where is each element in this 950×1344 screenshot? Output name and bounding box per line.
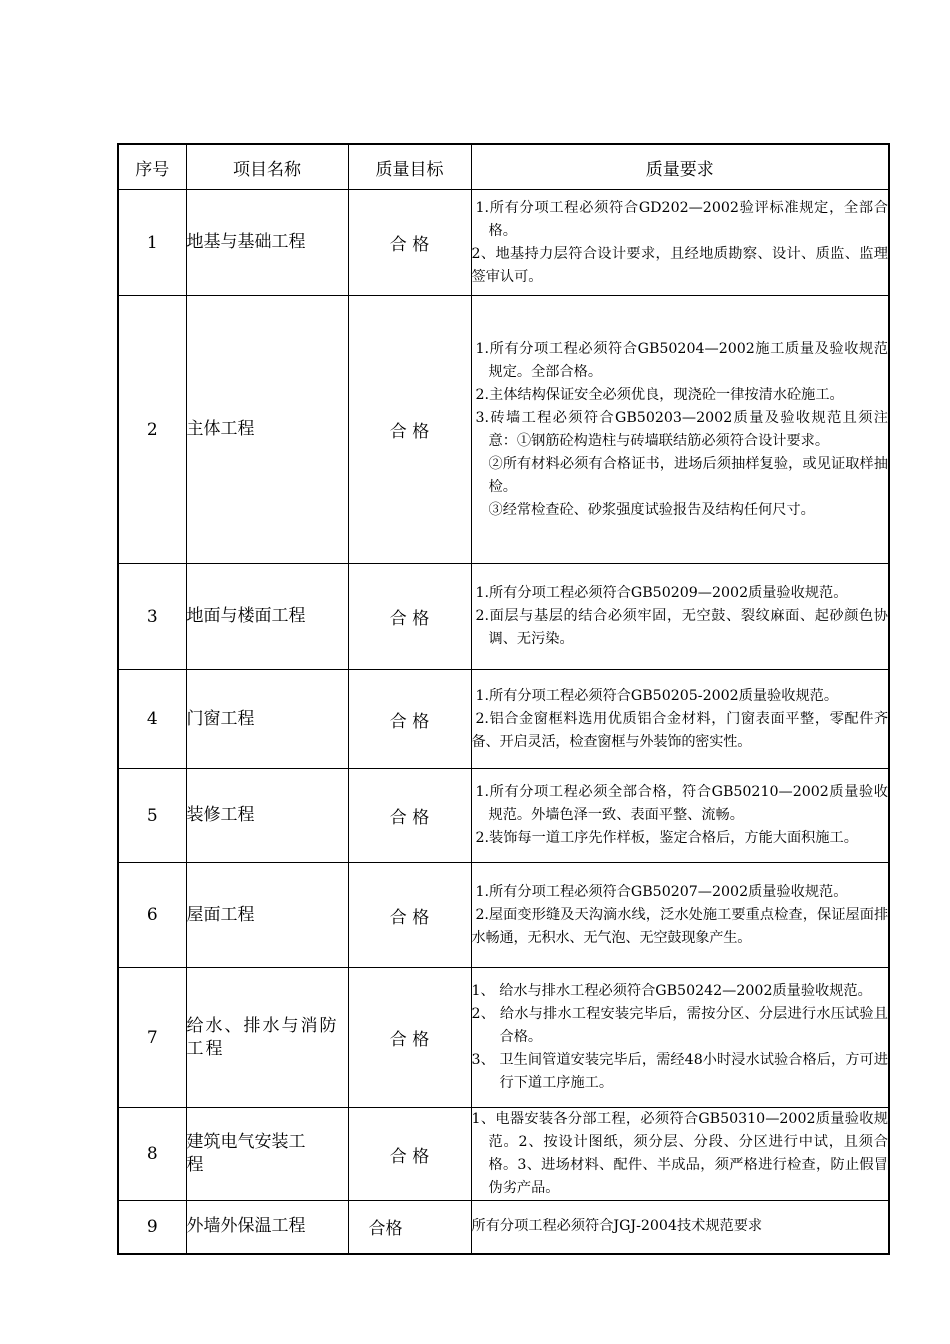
quality-requirement <box>471 564 889 670</box>
requirement-line: 1.所有分项工程必须全部合格，符合GB50210—2002质量验收规范。外墙色泽一致、表面平整、流畅。 <box>475 784 888 823</box>
row-number: 3 <box>118 564 186 670</box>
requirement-line: 2.面层与基层的结合必须牢固，无空鼓、裂纹麻面、起砂颜色协调、无污染。 <box>475 608 888 647</box>
table-row <box>118 564 889 670</box>
table-row <box>118 1108 889 1201</box>
row-number: 5 <box>118 769 186 863</box>
header-item-name: 项目名称 <box>186 144 348 190</box>
requirement-line: 3、 卫生间管道安装完毕后，需经48小时浸水试验合格后，方可进行下道工序施工。 <box>471 1052 888 1091</box>
quality-goal: 合 格 <box>348 1108 471 1201</box>
quality-requirement <box>471 296 889 564</box>
quality-goal: 合 格 <box>348 863 471 968</box>
item-name: 建筑电气安装工程 <box>186 1108 348 1201</box>
quality-goal: 合 格 <box>348 968 471 1108</box>
quality-goal: 合 格 <box>348 769 471 863</box>
row-number: 4 <box>118 670 186 769</box>
row-number: 6 <box>118 863 186 968</box>
table-row <box>118 863 889 968</box>
quality-requirement <box>471 670 889 769</box>
table-row <box>118 670 889 769</box>
table-row <box>118 190 889 296</box>
quality-goal: 合 格 <box>348 296 471 564</box>
item-name: 地面与楼面工程 <box>186 564 348 670</box>
quality-requirement <box>471 1201 889 1254</box>
quality-goal: 合 格 <box>348 564 471 670</box>
header-quality-goal: 质量目标 <box>348 144 471 190</box>
quality-requirement <box>471 190 889 296</box>
item-name: 外墙外保温工程 <box>186 1201 348 1254</box>
row-number: 7 <box>118 968 186 1108</box>
requirement-line: 3.砖墙工程必须符合GB50203—2002质量及验收规范且须注意：①钢筋砼构造柱与砖墙联结筋必须符合设计要求。 <box>475 409 888 449</box>
item-name: 给水、排水与消防工程 <box>186 968 348 1108</box>
requirement-line: ②所有材料必须有合格证书，进场后须抽样复验，或见证取样抽检。 <box>488 455 888 495</box>
table-row <box>118 769 889 863</box>
table-row <box>118 296 889 564</box>
requirement-line: 2、 给水与排水工程安装完毕后，需按分区、分层进行水压试验且合格。 <box>471 1006 888 1045</box>
requirement-line: 1、 给水与排水工程必须符合GB50242—2002质量验收规范。 <box>471 983 872 999</box>
requirement-line: 2.铝合金窗框料选用优质铝合金材料，门窗表面平整，零配件齐备、开启灵活，检查窗框与外装饰的密实性。 <box>471 710 888 750</box>
table-row <box>118 968 889 1108</box>
item-name: 屋面工程 <box>186 863 348 968</box>
row-number: 1 <box>118 190 186 296</box>
quality-requirement <box>471 769 889 863</box>
quality-requirement <box>471 863 889 968</box>
table-header-row <box>118 144 889 190</box>
requirement-line: 2.屋面变形缝及天沟滴水线，泛水处施工要重点检查，保证屋面排水畅通，无积水、无气泡、无空鼓现象产生。 <box>471 906 888 946</box>
requirement-line: 1.所有分项工程必须符合GB50204—2002施工质量及验收规范规定。全部合格。 <box>475 340 888 380</box>
item-name: 地基与基础工程 <box>186 190 348 296</box>
table-row <box>118 1201 889 1254</box>
requirement-line: 1.所有分项工程必须符合GB50205-2002质量验收规范。 <box>475 687 839 704</box>
requirement-line: 1.所有分项工程必须符合GD202—2002验评标准规定，全部合格。 <box>475 199 888 239</box>
requirement-line: ③经常检查砼、砂浆强度试验报告及结构任何尺寸。 <box>488 501 815 518</box>
requirement-line: 2.装饰每一道工序先作样板，鉴定合格后，方能大面积施工。 <box>475 830 858 846</box>
quality-goal: 合格 <box>348 1201 471 1254</box>
header-seq: 序号 <box>118 144 186 190</box>
requirement-line: 1.所有分项工程必须符合GB50207—2002质量验收规范。 <box>475 883 848 900</box>
row-number: 2 <box>118 296 186 564</box>
item-name: 装修工程 <box>186 769 348 863</box>
item-name: 主体工程 <box>186 296 348 564</box>
row-number: 8 <box>118 1108 186 1201</box>
requirement-line: 2、地基持力层符合设计要求，且经地质勘察、设计、质监、监理签审认可。 <box>471 245 888 285</box>
requirement-line: 1、电器安装各分部工程，必须符合GB50310—2002质量验收规范。2、按设计图纸，须分层、分段、分区进行中试，且须合格。3、进场材料、配件、半成品，须严格进行检查，防止假冒伪劣产品。 <box>471 1111 888 1196</box>
quality-requirement <box>471 1108 889 1201</box>
header-quality-req: 质量要求 <box>471 144 889 190</box>
quality-table <box>117 143 890 1255</box>
requirement-line: 所有分项工程必须符合JGJ-2004技术规范要求 <box>471 1218 763 1235</box>
quality-goal: 合 格 <box>348 670 471 769</box>
row-number: 9 <box>118 1201 186 1254</box>
requirement-line: 2.主体结构保证安全必须优良，现浇砼一律按清水砼施工。 <box>475 386 844 403</box>
item-name: 门窗工程 <box>186 670 348 769</box>
requirement-line: 1.所有分项工程必须符合GB50209—2002质量验收规范。 <box>475 585 848 601</box>
quality-goal: 合 格 <box>348 190 471 296</box>
quality-requirement <box>471 968 889 1108</box>
